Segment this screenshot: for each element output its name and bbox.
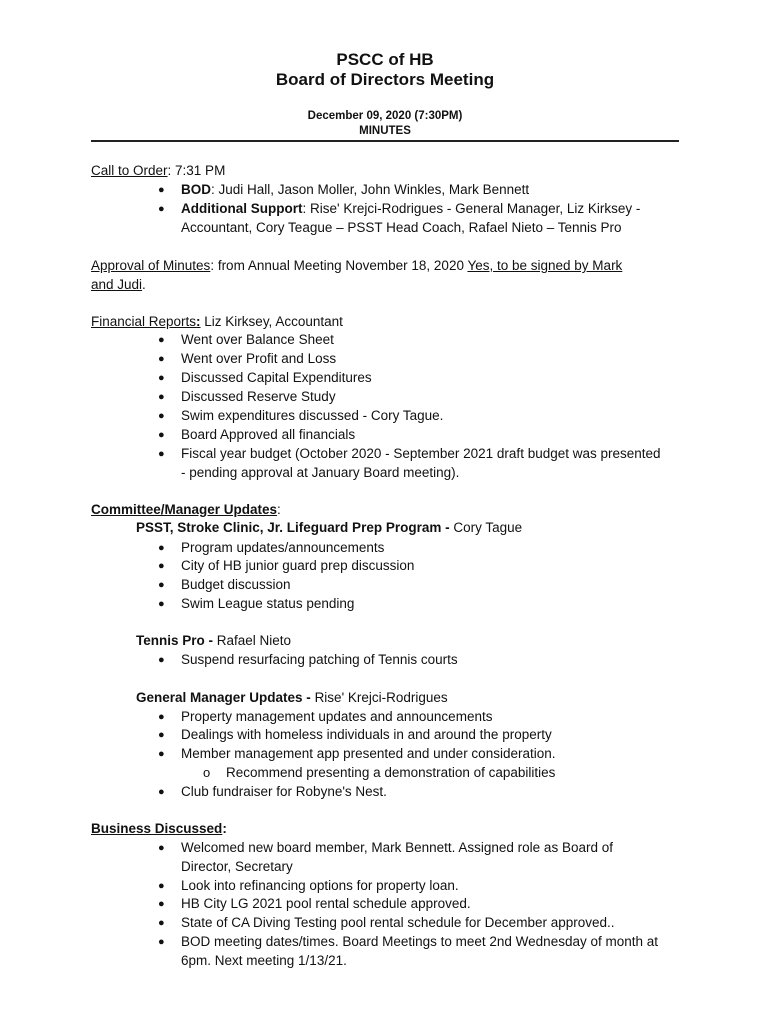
gm-heading bbox=[136, 689, 448, 707]
bod-line bbox=[181, 181, 529, 199]
bullet-icon: ● bbox=[158, 917, 165, 929]
financial-label: Financial Reports bbox=[91, 314, 197, 329]
header-divider bbox=[91, 140, 679, 142]
call-to-order-label: Call to Order bbox=[91, 163, 168, 178]
approval-end: . bbox=[142, 277, 146, 292]
list-item: Property management updates and announcements bbox=[181, 709, 493, 724]
list-item: Swim expenditures discussed - Cory Tague. bbox=[181, 408, 444, 423]
bullet-icon: ● bbox=[158, 598, 165, 610]
list-item: BOD meeting dates/times. Board Meetings to meet 2nd Wednesday of month at bbox=[181, 934, 659, 949]
bullet-icon: ● bbox=[158, 880, 165, 892]
financial-line bbox=[91, 313, 343, 331]
bullet-icon: ● bbox=[158, 842, 165, 854]
psst-heading bbox=[136, 519, 522, 537]
approval-line-2 bbox=[91, 276, 146, 294]
approval-text: : from Annual Meeting November 18, 2020 bbox=[210, 258, 468, 273]
bullet-icon: ● bbox=[158, 372, 165, 384]
approval-line bbox=[91, 257, 622, 275]
list-item: Member management app presented and under consideration. bbox=[181, 746, 556, 761]
bullet-icon: ● bbox=[158, 579, 165, 591]
approval-label: Approval of Minutes bbox=[91, 258, 211, 273]
approval-underlined-2: and Judi bbox=[91, 277, 143, 292]
list-item: Went over Balance Sheet bbox=[181, 332, 334, 347]
bullet-icon: ● bbox=[158, 898, 165, 910]
sub-bullet-icon: o bbox=[203, 765, 211, 780]
committee-line bbox=[91, 501, 281, 519]
list-item: City of HB junior guard prep discussion bbox=[181, 558, 415, 573]
tennis-heading bbox=[136, 632, 291, 650]
list-item: Discussed Reserve Study bbox=[181, 389, 336, 404]
tennis-label: Tennis Pro - bbox=[136, 633, 217, 648]
list-item: Dealings with homeless individuals in and around the property bbox=[181, 727, 552, 742]
org-title: PSCC of HB bbox=[336, 50, 434, 69]
bullet-icon: ● bbox=[158, 391, 165, 403]
support-text-2: Accountant, Cory Teague – PSST Head Coach, Rafael Nieto – Tennis Pro bbox=[181, 220, 622, 235]
support-text-1: : Rise' Krejci-Rodrigues - General Manager, Liz Kirksey - bbox=[302, 201, 641, 216]
bullet-icon: ● bbox=[158, 429, 165, 441]
meeting-title: Board of Directors Meeting bbox=[275, 70, 495, 89]
list-item: Suspend resurfacing patching of Tennis courts bbox=[181, 652, 458, 667]
financial-text: Liz Kirksey, Accountant bbox=[200, 314, 343, 329]
sub-list-item: Recommend presenting a demonstration of capabilities bbox=[226, 765, 556, 780]
list-item: Went over Profit and Loss bbox=[181, 351, 337, 366]
approval-underlined-1: Yes, to be signed by Mark bbox=[467, 258, 623, 273]
meeting-date: December 09, 2020 (7:30PM) bbox=[307, 110, 463, 122]
list-item: Fiscal year budget (October 2020 - September 2021 draft budget was presented bbox=[181, 446, 661, 461]
support-line bbox=[181, 200, 640, 218]
bullet-icon: ● bbox=[158, 936, 165, 948]
list-item-continued: Director, Secretary bbox=[181, 859, 293, 874]
call-to-order-line bbox=[91, 162, 225, 180]
tennis-person: Rafael Nieto bbox=[216, 633, 292, 648]
list-item-continued: - pending approval at January Board meeting). bbox=[181, 465, 460, 480]
list-item: Board Approved all financials bbox=[181, 427, 356, 442]
list-item: Discussed Capital Expenditures bbox=[181, 370, 372, 385]
bullet-icon: ● bbox=[158, 184, 165, 196]
bullet-icon: ● bbox=[158, 786, 165, 798]
list-item: Program updates/announcements bbox=[181, 540, 385, 555]
list-item-continued: 6pm. Next meeting 1/13/21. bbox=[181, 953, 347, 968]
list-item: Club fundraiser for Robyne's Nest. bbox=[181, 784, 387, 799]
bullet-icon: ● bbox=[158, 560, 165, 572]
committee-colon: : bbox=[277, 502, 281, 517]
support-label: Additional Support bbox=[181, 201, 303, 216]
bullet-icon: ● bbox=[158, 410, 165, 422]
bullet-icon: ● bbox=[158, 729, 165, 741]
bullet-icon: ● bbox=[158, 448, 165, 460]
bullet-icon: ● bbox=[158, 353, 165, 365]
call-to-order-time: : 7:31 PM bbox=[167, 163, 226, 178]
list-item: Look into refinancing options for property loan. bbox=[181, 878, 459, 893]
list-item: Swim League status pending bbox=[181, 596, 355, 611]
business-colon: : bbox=[222, 821, 227, 836]
bullet-icon: ● bbox=[158, 542, 165, 554]
bullet-icon: ● bbox=[158, 334, 165, 346]
list-item: HB City LG 2021 pool rental schedule approved. bbox=[181, 896, 471, 911]
psst-label: PSST, Stroke Clinic, Jr. Lifeguard Prep Program - bbox=[136, 520, 454, 535]
financial-colon: : bbox=[196, 314, 201, 329]
psst-person: Cory Tague bbox=[453, 520, 523, 535]
business-line bbox=[91, 820, 227, 838]
bullet-icon: ● bbox=[158, 748, 165, 760]
bullet-icon: ● bbox=[158, 711, 165, 723]
list-item: Budget discussion bbox=[181, 577, 291, 592]
gm-label: General Manager Updates - bbox=[136, 690, 315, 705]
list-item: State of CA Diving Testing pool rental schedule for December approved.. bbox=[181, 915, 615, 930]
list-item: Welcomed new board member, Mark Bennett. Assigned role as Board of bbox=[181, 840, 613, 855]
committee-label: Committee/Manager Updates bbox=[91, 502, 278, 517]
bullet-icon: ● bbox=[158, 654, 165, 666]
business-label: Business Discussed bbox=[91, 821, 223, 836]
gm-person: Rise' Krejci-Rodrigues bbox=[314, 690, 448, 705]
document-type: MINUTES bbox=[359, 125, 411, 137]
bod-label: BOD bbox=[181, 182, 211, 197]
bullet-icon: ● bbox=[158, 203, 165, 215]
bod-members: : Judi Hall, Jason Moller, John Winkles, Mark Bennett bbox=[211, 182, 530, 197]
